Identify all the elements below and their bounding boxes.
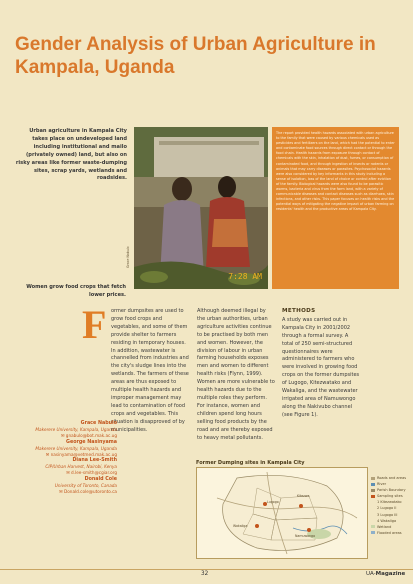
footer-divider bbox=[0, 569, 413, 570]
legend-swatch bbox=[371, 531, 375, 534]
author-entry bbox=[10, 421, 117, 440]
author-name: Donald Cole bbox=[84, 476, 117, 482]
figure-map bbox=[196, 467, 368, 559]
author-affiliation: University of Toronto, Canada bbox=[54, 483, 117, 489]
legend-swatch bbox=[371, 525, 375, 528]
map-legend bbox=[371, 475, 409, 536]
legend-item: Wetland bbox=[371, 524, 409, 530]
legend-swatch bbox=[371, 489, 375, 492]
author-entry bbox=[10, 458, 117, 477]
body-column-3 bbox=[282, 308, 360, 420]
photo-illustration bbox=[134, 127, 268, 289]
author-entry bbox=[10, 477, 117, 496]
legend-swatch bbox=[371, 483, 375, 486]
author-list bbox=[10, 421, 117, 495]
map-drawing bbox=[197, 468, 367, 558]
author-affiliation: Makerere University, Kampala, Uganda bbox=[35, 445, 117, 451]
map-place-label: Lugogo bbox=[267, 500, 279, 504]
photo-timestamp: 7:28 AM bbox=[228, 272, 262, 281]
legend-item: 3 Lugogo III bbox=[377, 512, 398, 517]
methods-heading: METHODS bbox=[282, 308, 316, 314]
body-column-2: Although deemed illegal by the urban authorities, urban agriculture activities continue to be practised by both men and women. However, the division of labour in urban farming households exposes men and women to different health risks (Flynn, 1999). Women are more vulnerable to health hazards due to the multiple roles they perform. For instance, women and children spend long hours selling food products by the road and are thereby exposed to heavy metal pollutants. bbox=[197, 308, 275, 441]
sidebar-box bbox=[272, 127, 399, 289]
author-affiliation: CIP/Urban Harvest, Nairobi, Kenya bbox=[45, 464, 117, 470]
legend-item: 4 Wakaliga bbox=[377, 518, 397, 523]
photo-credit: Grace Nabulo bbox=[126, 246, 130, 268]
author-email: ✉ Donald.cole@utoronto.ca bbox=[59, 488, 117, 494]
sidebar-text: The report provided health hazards associated with urban agriculture to the family that were caused by various chemicals used as pesticides and fertilizers on the land, which had the potential to enter and contaminate food sources through direct contact or through the food chain. Health hazards from exposure through contact of chemicals with the skin, inhalation of dust, fumes, or consumption of contaminated food, and through ingestion of insects or rodents or animals that may carry diseases or parasites. Psychosocial hazards were also considered by key informants in this study including a sense of isolation, loss of the land of choice or control after eviction of the family. Biological hazards were also found to be parasitic worms, bacteria and virus from the farm land, with a variety of communicable diseases and contact diseases such as diarrhoea, skin infections, and other risks. This paper focuses on health risks and the potential ways of mitigating the negative impact of urban farming on residents' health and the productive areas of Kampala City. bbox=[276, 131, 395, 212]
legend-item: Parish Boundary bbox=[371, 487, 409, 493]
legend-item: Roads and areas bbox=[371, 475, 409, 481]
article-title: Gender Analysis of Urban Agriculture in Kampala, Uganda bbox=[15, 34, 376, 78]
page-number: 32 bbox=[201, 571, 209, 577]
author-name: George Nasinyama bbox=[66, 439, 117, 445]
legend-item: River bbox=[371, 481, 409, 487]
intro-text: Urban agriculture in Kampala City takes place on undeveloped land including institutional and mailo (privately owned) land, but also on risky areas like former waste-dumping sites, scrap yards, wetlands and roadsides. bbox=[15, 128, 127, 182]
legend-item: Sampling sites bbox=[371, 493, 409, 499]
map-place-label: Namuwongo bbox=[295, 534, 316, 538]
photo-caption: Women grow food crops that fetch lower prices. bbox=[26, 284, 126, 298]
author-email: ✉ nasinyama@vetmed.mak.ac.ug bbox=[45, 451, 117, 457]
author-email: ✉ gnabulo@bot.mak.ac.ug bbox=[60, 433, 117, 439]
legend-item: Flooded areas bbox=[371, 530, 409, 536]
map-place-label: Wakaliga bbox=[233, 524, 248, 528]
map-place-label: Kitezwa bbox=[297, 494, 310, 498]
legend-item: 2 Lugogo II bbox=[377, 506, 397, 511]
author-affiliation: Makerere University, Kampala, Uganda bbox=[35, 427, 117, 433]
drop-cap: F bbox=[82, 302, 107, 347]
legend-swatch bbox=[371, 477, 375, 480]
magazine-name: UA-Magazine bbox=[366, 571, 406, 577]
map-title: Former Dumping sites in Kampala City bbox=[196, 460, 305, 466]
legend-swatch bbox=[371, 495, 375, 498]
author-name: Grace Nabulo bbox=[80, 421, 117, 426]
body-column-1: ormer dumpsites are used to grow food crops and vegetables, and some of them provide shelter to farmers residing in temporary houses. In addition, wastewater is channelled from industries and the city's sludge lines into the wetlands. The farmers of these areas are thus exposed to multiple health hazards and improper management may lead to contamination of food crops and vegetables. This situation is disapproved of by municipalities. bbox=[111, 308, 189, 433]
methods-text: A study was carried out in Kampala City in 2001/2002 through a formal survey. A total of 250 semi-structured questionnaires were administered to farmers who were involved in growing food crops on the former dumpsites of Lugogo, Kitezwatako and Wakaliga, and the wastewater irrigated area of Namuwongo along the Nakivubo channel (see Figure 1). bbox=[282, 316, 360, 418]
author-email: ✉ d.lee-smith@cgiar.org bbox=[66, 470, 117, 476]
legend-item: 1 Kitezwatako bbox=[377, 500, 402, 505]
article-photo bbox=[134, 127, 268, 289]
author-entry bbox=[10, 440, 117, 459]
author-name: Diana Lee-Smith bbox=[72, 458, 117, 464]
